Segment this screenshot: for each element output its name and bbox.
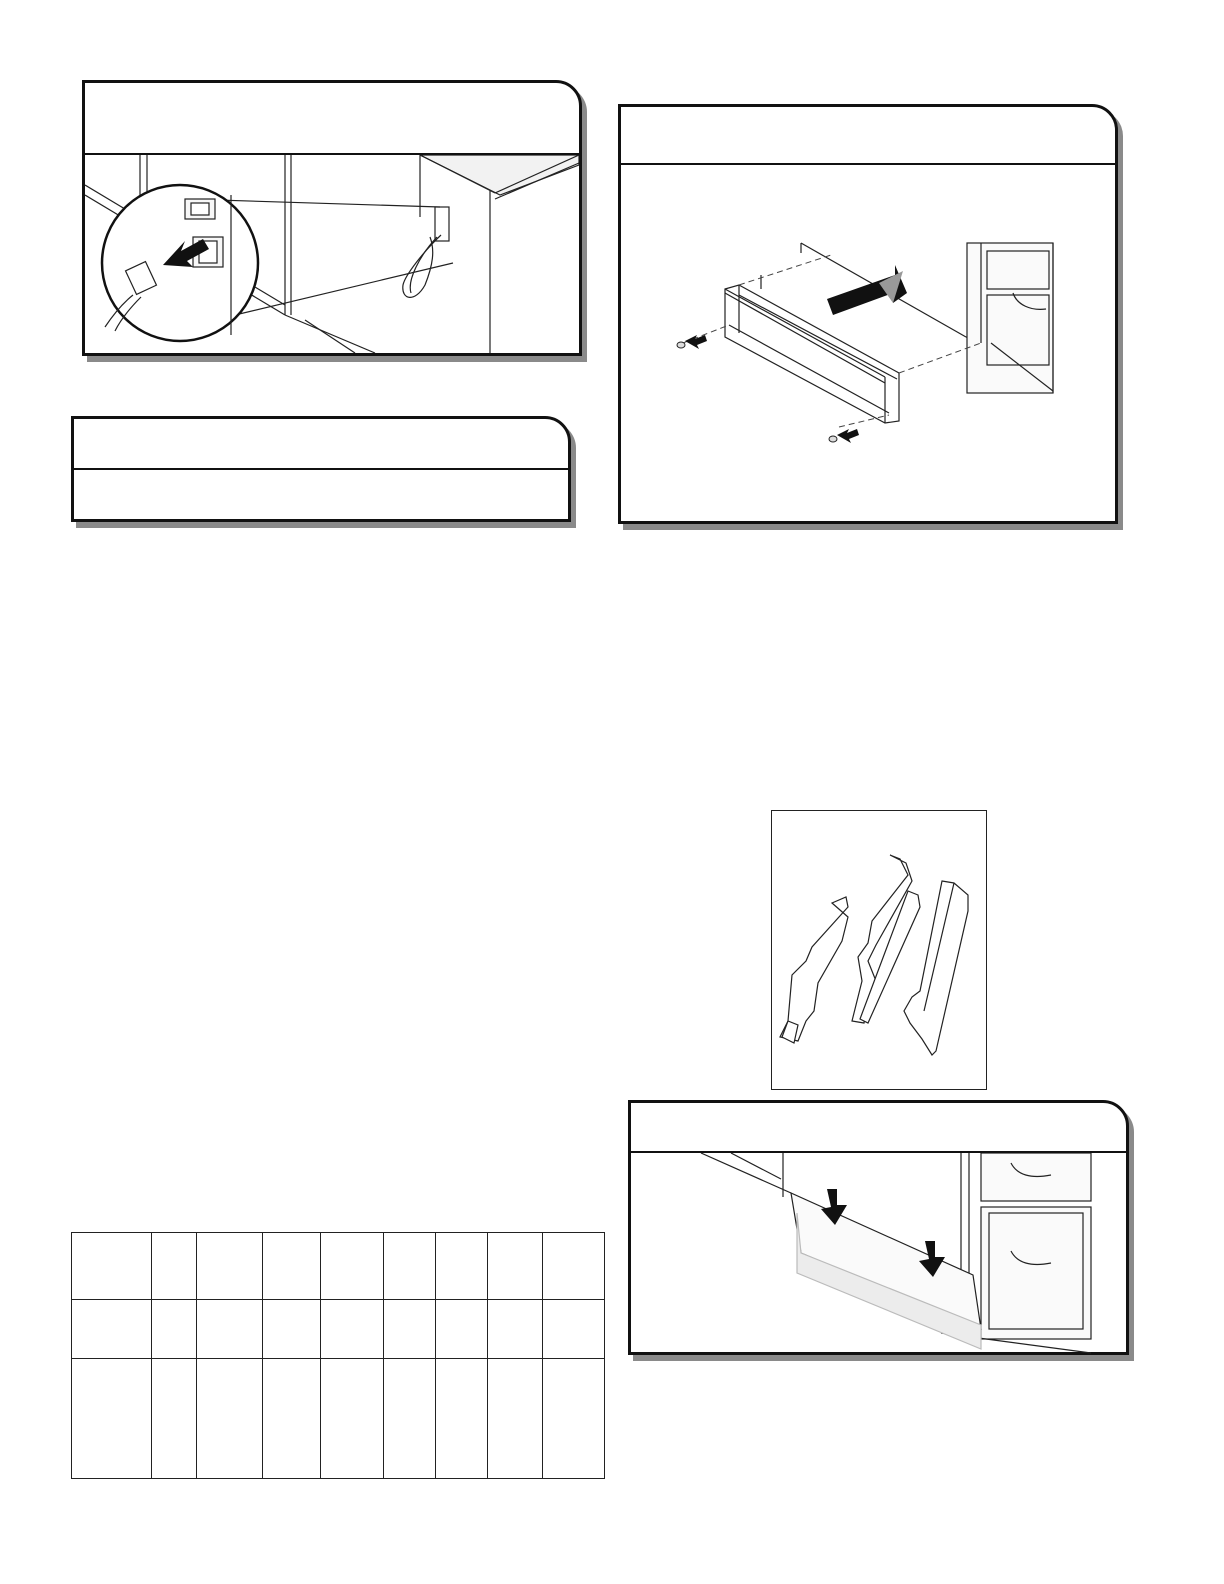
blank-panel xyxy=(71,416,571,522)
table-cell xyxy=(151,1233,196,1300)
toe-kick-parts-figure xyxy=(771,810,987,1090)
table-cell xyxy=(435,1300,487,1359)
table-cell xyxy=(196,1233,262,1300)
table-cell xyxy=(487,1233,542,1300)
table-cell xyxy=(383,1300,435,1359)
table-cell xyxy=(262,1300,320,1359)
table-cell xyxy=(262,1359,320,1479)
blank-panel-header xyxy=(74,419,568,470)
toe-kick-parts-illustration xyxy=(772,811,984,1087)
table-cell xyxy=(542,1233,604,1300)
table-cell xyxy=(72,1359,152,1479)
table-cell xyxy=(320,1300,383,1359)
table-cell xyxy=(72,1300,152,1359)
table-cell xyxy=(151,1359,196,1479)
toe-kick-install-illustration xyxy=(621,165,1115,521)
table-cell xyxy=(542,1300,604,1359)
table-cell xyxy=(435,1359,487,1479)
table-cell xyxy=(320,1233,383,1300)
table-cell xyxy=(151,1300,196,1359)
specification-table xyxy=(71,1232,605,1479)
outlet-figure-header xyxy=(85,83,579,155)
table-cell xyxy=(320,1359,383,1479)
toe-kick-attach-panel xyxy=(628,1100,1129,1355)
table-cell xyxy=(487,1359,542,1479)
toe-kick-install-panel xyxy=(618,104,1118,524)
table-cell xyxy=(383,1233,435,1300)
table-cell xyxy=(383,1359,435,1479)
table-cell xyxy=(487,1300,542,1359)
table-cell xyxy=(196,1300,262,1359)
toe-kick-install-header xyxy=(621,107,1115,165)
toe-kick-attach-illustration xyxy=(631,1153,1126,1356)
table-cell xyxy=(196,1359,262,1479)
table-cell xyxy=(435,1233,487,1300)
table-cell xyxy=(262,1233,320,1300)
table-cell xyxy=(542,1359,604,1479)
outlet-illustration xyxy=(85,155,579,353)
toe-kick-attach-header xyxy=(631,1103,1126,1153)
outlet-figure-panel xyxy=(82,80,582,356)
table-cell xyxy=(72,1233,152,1300)
